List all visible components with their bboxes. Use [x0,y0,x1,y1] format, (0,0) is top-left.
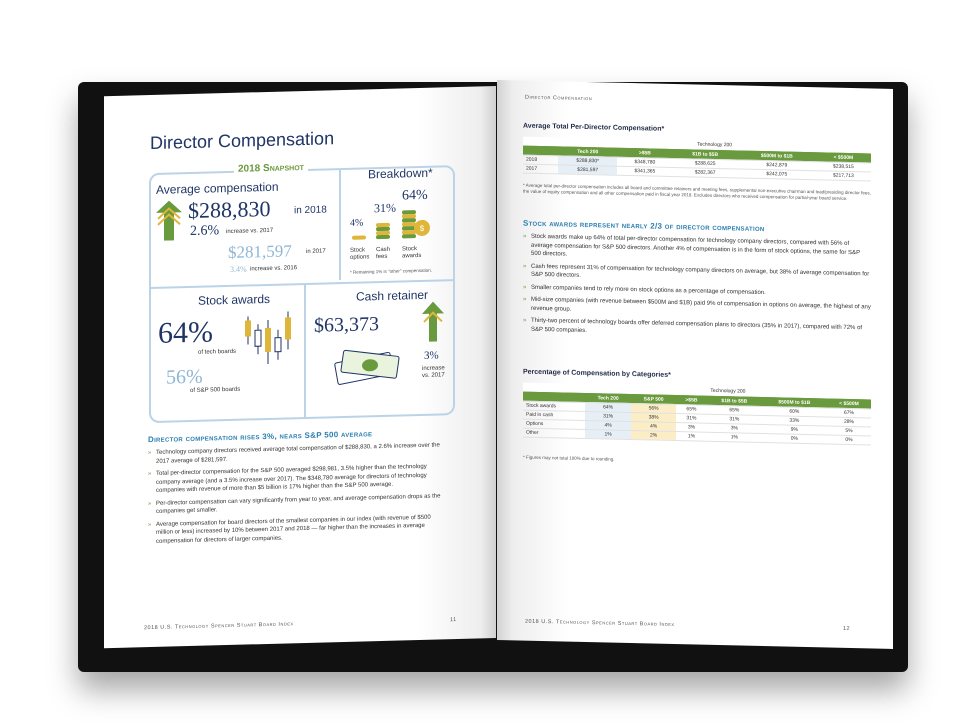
table-cell: $288,830* [558,155,617,165]
table-cell: $217,713 [816,170,871,180]
table-cell: 1% [707,432,762,442]
table-cell: 31% [707,414,762,424]
table-cell: 1% [676,431,707,441]
avg-comp-table [523,137,871,181]
table-cell: 2% [631,430,676,440]
table-header-cell: >$5B [617,148,672,158]
avg-comp-2018-suffix: in 2018 [294,204,327,217]
table-cell: 60% [762,406,827,416]
cash-retainer-increase: 3% [424,349,439,362]
table-cell: 9% [762,424,827,434]
table-cell: $242,879 [738,159,816,170]
breakdown-label-awards: Stock awards [402,246,422,260]
table-cell: 31% [585,411,631,421]
list-item: » Average compensation for board directors of the smallest companies in our index (with revenue of $500 million or less) increased by 10% between 2017 and 2018 — far higher than the increases in average compensation for directors of larger companies. [148,513,448,546]
cash-retainer-heading: Cash retainer [356,287,429,304]
categories-table [523,383,871,445]
table-header-cell: Tech 200 [558,146,617,156]
left-page [104,86,496,648]
table-header-cell: S&P 500 [631,394,676,404]
section-heading-left: Director compensation rises 3%, nears S&P 500 average [148,429,373,445]
table-cell: 2018 [523,155,558,165]
running-head: Director Compensation [525,94,593,103]
table-cell: $282,367 [672,167,737,177]
page-footer-left: 2018 U.S. Technology Spencer Stuart Board Index [144,621,294,632]
table2-heading: Percentage of Compensation by Categories* [523,368,671,379]
bullet-list-right [523,233,871,346]
table-cell: 5% [827,425,871,435]
bullet-list-left [148,441,448,550]
stock-awards-sp-text: of S&P 500 boards [190,386,241,395]
table-header-cell: < $500M [816,152,871,162]
table-cell: $238,515 [816,161,871,171]
avg-comp-heading: Average compensation [156,179,279,197]
table-header-cell: $500M to $1B [738,150,816,161]
table-cell: 0% [827,434,871,444]
table-cell: 2017 [523,164,558,174]
breakdown-label-options: Stock options [350,247,370,261]
page-number-right: 12 [843,625,851,633]
avg-comp-2018: $288,830 [188,195,271,224]
list-item: » Thirty-two percent of technology boards offer deferred compensation plans to directors (35% in 2017), compared with 72% of S&P 500 companies. [523,317,871,342]
table-cell: 33% [762,415,827,425]
table1-heading: Average Total Per-Director Compensation* [523,122,665,133]
table-header-cell: < $500M [827,398,871,408]
table2-note: * Figures may not total 100% due to rounding. [523,454,615,462]
table-cell: $341,365 [617,166,672,176]
table1-note: * Average total per-director compensation includes all board and committee retainers and meeting fees, supplemental non-executive chairman and lead/presiding director fees, the value of equity compensation and all other compensation paid in fiscal year 2018. Excludes directors who received compensation for partial-year board service. [523,182,871,201]
table-cell: 4% [631,421,676,431]
table-cell: 0% [762,433,827,443]
cash-bills-icon [332,344,406,386]
table-cell: 56% [631,403,676,413]
avg-comp-increase: 2.6% [190,223,220,240]
breakdown-heading: Breakdown* [368,165,433,182]
table-cell: 38% [631,412,676,422]
breakdown-pct-cash: 31% [374,200,396,216]
table-cell: 67% [827,407,871,417]
stock-awards-tech-text: of tech boards [198,348,237,356]
page-footer-right: 2018 U.S. Technology Spencer Stuart Board Index [525,618,675,629]
cash-retainer-value: $63,373 [314,313,379,337]
section-heading-right: Stock awards represent nearly 2/3 of director compensation [523,218,765,234]
table-cell: 64% [585,402,631,412]
table-cell: 3% [676,422,707,432]
page-title: Director Compensation [150,128,335,154]
stock-awards-sp-pct: 56% [166,365,203,389]
candlestick-chart-icon [242,309,298,370]
snapshot-label: 2018 Snapshot [234,162,308,175]
list-item: » Per-director compensation can vary significantly from year to year, and average compensation drops as the companies get smaller. [148,492,448,517]
list-item: » Total per-director compensation for the S&P 500 averaged $298,981, 3.5% higher than the technology company average (and a 3.5% increase over 2017). The $348,780 average for directors of technology companies with revenue of more than $5 billion is 17% higher than the S&P 500 average. [148,462,448,495]
table-cell: 31% [676,413,707,423]
table-cell: $348,780 [617,157,672,167]
page-number-left: 11 [450,617,457,624]
avg-comp-2017-suffix: in 2017 [306,248,326,255]
table2-group-header: Technology 200 [585,384,871,399]
table-cell: 65% [707,405,762,415]
table-cell: $281,597 [558,164,617,174]
table-cell: Stock awards [523,401,585,411]
table-cell: 1% [585,429,631,439]
table-cell: $288,625 [672,158,737,168]
svg-text:$: $ [419,223,425,233]
list-item: » Smaller companies tend to rely more on stock options as a percentage of compensation. [523,283,871,299]
table-cell: $242,075 [738,168,816,179]
list-item: » Mid-size companies (with revenue between $500M and $1B) paid 9% of compensation in options on average, the highest of any revenue group. [523,296,871,321]
avg-comp-2017: $281,597 [228,241,292,263]
list-item: » Stock awards make up 64% of total per-director compensation for technology company directors, compared with 56% of average compensation for S&P 500 directors. Another 4% of compensation is in the form of stock options, the same for S&P 500 directors. [523,233,871,266]
table1-group-header: Technology 200 [558,137,871,153]
stock-awards-heading: Stock awards [198,291,271,308]
table-cell: Paid in cash [523,410,585,420]
list-item: » Technology company directors received average total compensation of $288,830, a 2.6% increase over the 2017 average of $281,597. [148,441,448,466]
breakdown-pct-options: 4% [350,217,364,229]
avg-comp-increase-text: increase vs. 2017 [226,227,274,236]
stock-awards-tech-pct: 64% [158,315,213,350]
table-header-cell: Tech 200 [585,393,631,403]
table-header-cell: $500M to $1B [762,397,827,407]
divider-vertical-top [339,170,341,280]
avg-comp-2017-increase-text: increase vs. 2016 [250,265,298,273]
cash-retainer-increase-text: increase vs. 2017 [422,365,445,379]
table-cell: 3% [707,423,762,433]
breakdown-note: * Remaining 1% is "other" compensation. [350,267,432,275]
table-cell: 4% [585,420,631,430]
breakdown-pct-awards: 64% [402,187,428,204]
table-cell: 65% [676,404,707,414]
table-header-cell: $1B to $5B [707,396,762,406]
table-header-cell: >$5B [676,395,707,405]
right-page [497,80,893,649]
breakdown-label-cash: Cash fees [376,246,391,261]
coin-stacks-icon [350,206,430,244]
table-header-cell: $1B to $5B [672,149,737,159]
avg-comp-2017-increase: 3.4% [230,264,247,274]
table-cell: Options [523,419,585,429]
table-cell: 28% [827,416,871,426]
up-arrows-icon [156,200,182,241]
list-item: » Cash fees represent 31% of compensation for technology company directors on average, but 38% of average compensation for S&P 500 directors. [523,262,871,287]
divider-vertical-bottom [304,285,306,417]
up-arrow-icon [422,301,444,342]
table-cell: Other [523,428,585,438]
